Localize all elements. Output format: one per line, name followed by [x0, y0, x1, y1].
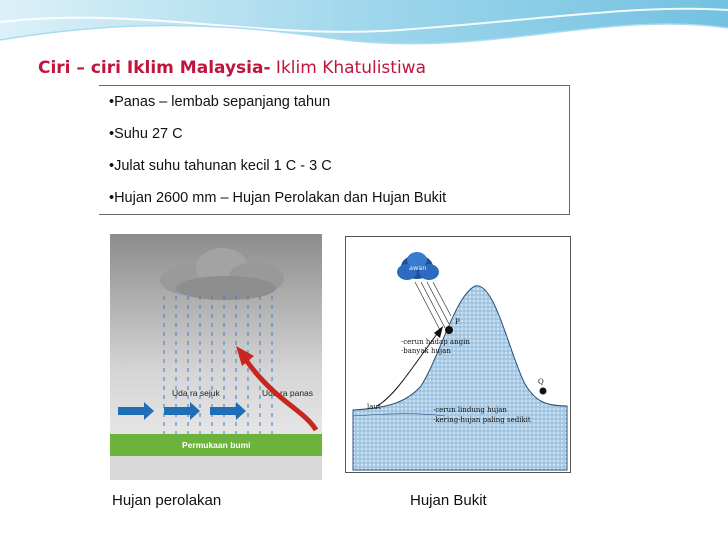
point-p-marker [445, 326, 453, 334]
ground-label: Permukaan bumi [182, 440, 251, 450]
leeward-text-1: ·cerun lindung hujan [433, 406, 507, 414]
relief-caption: Hujan Bukit [410, 492, 487, 509]
hot-air-label: Uda ra panas [262, 388, 314, 398]
ground-base [110, 456, 322, 480]
windward-text-1: ·cerun hadap angin [401, 338, 470, 346]
point-q-marker [540, 388, 547, 395]
cloud-label: awan [409, 264, 427, 272]
bullet-annual-range: •Julat suhu tahunan kecil 1 C - 3 C [109, 158, 332, 174]
title-regular-part: Iklim Khatulistiwa [270, 58, 426, 78]
sea-label: laut [367, 403, 381, 411]
bullet-temperature-humidity: •Panas – lembab sepanjang tahun [109, 94, 331, 110]
bullet-rainfall: •Hujan 2600 mm – Hujan Perolakan dan Hujan Bukit [109, 190, 447, 206]
windward-text-2: ·banyak hujan [401, 347, 451, 355]
point-q-label: Q [538, 378, 544, 386]
point-p-label: P [455, 318, 460, 326]
leeward-text-2: ·kering-hujan paling sedikit [433, 416, 531, 424]
convection-caption: Hujan perolakan [112, 492, 222, 509]
slide-title [38, 58, 426, 78]
convection-rain-diagram [104, 230, 328, 485]
title-bold-part: Ciri – ciri Iklim Malaysia- [38, 58, 271, 78]
bullet-box [99, 85, 570, 215]
relief-rain-diagram [345, 236, 571, 473]
cold-air-label: Uda ra sejuk [172, 388, 220, 398]
bullet-average-temperature: •Suhu 27 C [109, 126, 183, 142]
